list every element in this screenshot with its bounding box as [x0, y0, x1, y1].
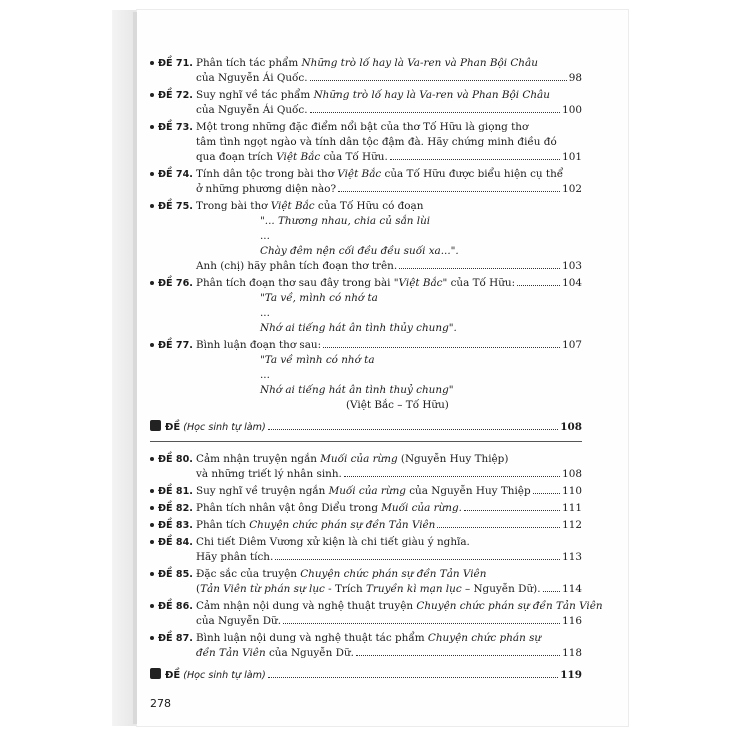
entry-text: [196, 631, 582, 646]
entry-last-line: [196, 182, 582, 197]
toc-entry-75: [150, 199, 582, 274]
text-run: - Trích: [324, 583, 366, 595]
bullet-icon: [150, 281, 154, 285]
entry-last-line: [196, 550, 582, 565]
entry-text: [196, 582, 541, 597]
text-run: Bình luận nội dung và nghệ thuật tác phẩm: [196, 632, 428, 644]
poem-excerpt: [196, 214, 582, 259]
text-run: của Nguyễn Dữ.: [265, 647, 354, 659]
bullet-icon: [150, 61, 154, 65]
entry-last-line: [196, 501, 582, 516]
entry-text: [196, 535, 582, 550]
text-run: Phân tích tác phẩm: [196, 57, 302, 69]
dot-leader: [344, 467, 560, 477]
entry-last-line: [196, 614, 582, 629]
bullet-icon: [150, 523, 154, 527]
entry-last-line: [196, 150, 582, 165]
dot-leader: [268, 420, 559, 430]
page-ref: 108: [560, 421, 582, 433]
entry-last-line: [196, 103, 582, 118]
poem-line: "... Thương nhau, chia củ sắn lùi: [260, 215, 431, 227]
page-ref: 113: [562, 551, 582, 563]
poem-line: Nhớ ai tiếng hát ân tình thuỷ chung": [260, 384, 454, 396]
text-run: Muối của rừng: [320, 453, 398, 465]
entry-last-line: [196, 259, 582, 274]
entry-number-text: ĐỀ 81.: [158, 486, 193, 497]
bullet-icon: [150, 540, 154, 544]
dot-leader: [356, 646, 560, 656]
text-run: qua đoạn trích: [196, 151, 277, 163]
toc-entry: [150, 167, 582, 197]
text-run: Việt Bắc: [276, 151, 321, 163]
entry-number: ĐỀ 75.: [150, 199, 196, 214]
dot-leader: [338, 182, 560, 192]
bullet-icon: [150, 489, 154, 493]
entry-last-line: [196, 484, 582, 499]
page-shadow: [112, 10, 137, 726]
bullet-icon: [150, 343, 154, 347]
entry-number-text: ĐỀ 84.: [158, 537, 193, 548]
section-self-study-2: [150, 667, 582, 683]
entry-text: [196, 135, 582, 150]
page-ref: 119: [560, 669, 582, 681]
section-label: ĐỀ: [165, 422, 181, 433]
page-ref: 111: [562, 502, 582, 514]
entry-number: [150, 567, 196, 582]
entry-number-text: ĐỀ 72.: [158, 90, 193, 101]
entry-text: [196, 550, 273, 565]
entry-number: [150, 501, 196, 516]
poem-ellipsis: ...: [260, 307, 270, 319]
page-ref: 104: [562, 277, 582, 289]
bullet-icon: [150, 572, 154, 576]
entry-number-text: ĐỀ 74.: [158, 169, 193, 180]
toc-group-a: [150, 56, 582, 197]
entry-text: [196, 518, 435, 533]
text-run: Những trò lố hay là Va-ren và Phan Bội Châu: [301, 57, 538, 69]
text-run: Suy nghĩ về tác phẩm: [196, 89, 314, 101]
dot-leader: [399, 259, 560, 269]
toc-entry: [150, 567, 582, 597]
text-run: Suy nghĩ về truyện ngắn: [196, 485, 329, 497]
poem-excerpt: [196, 353, 582, 398]
dot-leader: [323, 338, 560, 348]
page-ref: 118: [562, 647, 582, 659]
entry-number-text: ĐỀ 82.: [158, 503, 193, 514]
poem-line: Nhớ ai tiếng hát ân tình thủy chung".: [260, 322, 457, 334]
poem-citation: (Việt Bắc – Tố Hữu): [346, 399, 449, 411]
entry-number: [150, 88, 196, 103]
toc-entry: [150, 56, 582, 86]
entry-number: [150, 599, 196, 614]
entry-number: [150, 631, 196, 646]
entry-number-text: ĐỀ 86.: [158, 601, 193, 612]
dot-leader: [533, 484, 561, 494]
dot-leader: [517, 276, 560, 286]
text-run: Đặc sắc của truyện: [196, 568, 301, 580]
page-ref: 102: [562, 183, 582, 195]
bullet-icon: [150, 93, 154, 97]
bullet-icon: [150, 172, 154, 176]
entry-text: [196, 599, 603, 614]
entry-text: [196, 467, 342, 482]
text-run: của Tố Hữu:: [447, 277, 516, 289]
text-run: Chuyện chức phán sự: [427, 632, 542, 644]
dot-leader: [390, 150, 560, 160]
text-run: của Nguyễn Dữ.: [196, 615, 282, 627]
bullet-icon: [150, 636, 154, 640]
entry-text: ở những phương diện nào?: [196, 183, 337, 195]
text-run: Phân tích: [196, 519, 250, 531]
entry-text: [196, 567, 582, 582]
text-run: Cảm nhận truyện ngắn: [196, 453, 321, 465]
poem-line: "Ta về mình có nhớ ta: [260, 354, 375, 366]
entry-text: [196, 452, 582, 467]
text-run: của Tố Hữu.: [320, 151, 388, 163]
text-run: và những triết lý nhân sinh.: [196, 468, 342, 480]
entry-number-text: ĐỀ 73.: [158, 122, 193, 133]
text-run: Việt Bắc: [270, 200, 315, 212]
text-run: "Việt Bắc": [393, 277, 448, 289]
bullet-icon: [150, 125, 154, 129]
page-ref: 100: [562, 104, 582, 116]
poem-line: "Ta về, mình có nhớ ta: [260, 292, 378, 304]
toc-entry-76: [150, 276, 582, 336]
entry-last-line: [196, 646, 582, 661]
section-note: (Học sinh tự làm): [183, 422, 266, 433]
dot-leader: [275, 550, 560, 560]
toc-entry: [150, 120, 582, 165]
entry-text: [196, 276, 515, 291]
toc-entry: [150, 88, 582, 118]
text-run: Tính dân tộc trong bài thơ: [196, 168, 338, 180]
toc-entry: [150, 452, 582, 482]
text-run: Những trò lố hay là Va-ren và Phan Bội Châu: [313, 89, 550, 101]
entry-number-text: ĐỀ 80.: [158, 454, 193, 465]
text-run: Truyền kì mạn lục: [366, 583, 462, 595]
section-label: ĐỀ: [165, 670, 181, 681]
text-run: Muối của rừng: [328, 485, 406, 497]
entry-last-line: [196, 276, 582, 291]
entry-text: [196, 646, 354, 661]
text-run: Một trong những đặc điểm nổi bật của thơ Tố Hữu là giọng thơ: [196, 121, 529, 133]
text-run: tâm tình ngọt ngào và tính dân tộc đậm đà. Hãy chứng minh điều đó: [196, 136, 557, 148]
entry-number: [150, 167, 196, 182]
entry-text: [196, 150, 388, 165]
toc-entry: [150, 631, 582, 661]
entry-number: [150, 518, 196, 533]
entry-number: [150, 535, 196, 550]
table-of-contents: [150, 56, 603, 689]
entry-text: [196, 56, 582, 71]
entry-text: Anh (chị) hãy phân tích đoạn thơ trên.: [196, 260, 398, 272]
text-run: (Nguyễn Huy Thiệp): [397, 453, 509, 465]
entry-text: [196, 614, 281, 629]
divider: [150, 441, 582, 442]
entry-text: [196, 88, 582, 103]
page-ref: 114: [562, 583, 582, 595]
dot-leader: [464, 501, 560, 511]
entry-number: [150, 452, 196, 467]
poem-ellipsis: ...: [260, 230, 270, 242]
section-self-study-1: [150, 419, 582, 435]
text-run: Hãy phân tích.: [196, 551, 274, 563]
text-run: Phân tích đoạn thơ sau đây trong bài: [196, 277, 394, 289]
bullet-icon: [150, 204, 154, 208]
dot-leader: [283, 614, 560, 624]
entry-text: [196, 120, 582, 135]
text-run: của Tố Hữu được biểu hiện cụ thể: [381, 168, 564, 180]
entry-number-text: ĐỀ 85.: [158, 569, 193, 580]
entry-number-text: ĐỀ 71.: [158, 58, 193, 69]
text-run: Chuyện chức phán sự đền Tản Viên: [249, 519, 436, 531]
toc-entry: [150, 518, 582, 533]
dot-leader: [543, 582, 561, 592]
square-bullet-icon: [150, 668, 161, 679]
page-ref: 103: [562, 260, 582, 272]
text-run: (: [196, 583, 201, 595]
toc-entry: [150, 501, 582, 516]
entry-last-line: [196, 71, 582, 86]
text-run: của Tố Hữu có đoạn: [314, 200, 424, 212]
bullet-icon: [150, 506, 154, 510]
dot-leader: [310, 71, 567, 81]
text-run: Trong bài thơ: [196, 200, 271, 212]
poem-excerpt: [196, 291, 582, 336]
page-ref: 112: [562, 519, 582, 531]
poem-line: Chày đêm nện cối đều đều suối xa...".: [260, 245, 459, 257]
page-ref: 101: [562, 151, 582, 163]
entry-last-line: [196, 338, 582, 353]
page-ref: 110: [562, 485, 582, 497]
entry-text: Bình luận đoạn thơ sau:: [196, 339, 322, 351]
entry-number-text: ĐỀ 83.: [158, 520, 193, 531]
dot-leader: [310, 103, 561, 113]
square-bullet-icon: [150, 420, 161, 431]
text-run: Chuyện chức phán sự đền Tản Viên: [300, 568, 487, 580]
entry-number: ĐỀ 76.: [150, 276, 196, 291]
text-run: Phân tích nhân vật ông Diểu trong: [196, 502, 382, 514]
text-run: của Nguyễn Huy Thiệp: [405, 485, 531, 497]
text-run: Chuyện chức phán sự đền Tản Viên: [416, 600, 603, 612]
toc-group-b: [150, 452, 603, 661]
entry-last-line: [196, 582, 582, 597]
page-ref: 108: [562, 468, 582, 480]
entry-text: của Nguyễn Ái Quốc.: [196, 104, 308, 116]
entry-text: [196, 199, 582, 214]
bullet-icon: [150, 604, 154, 608]
entry-number: ĐỀ 77.: [150, 338, 196, 353]
dot-leader: [268, 668, 559, 678]
entry-text: [196, 167, 582, 182]
entry-text: [196, 484, 531, 499]
entry-number: [150, 484, 196, 499]
toc-entry: [150, 484, 582, 499]
toc-entry-77: [150, 338, 582, 413]
page-ref: 116: [562, 615, 582, 627]
text-run: Tản Viên từ phán sự lục: [200, 583, 325, 595]
text-run: Muối của rừng: [381, 502, 459, 514]
entry-number-text: ĐỀ 87.: [158, 633, 193, 644]
entry-text: của Nguyễn Ái Quốc.: [196, 72, 308, 84]
bullet-icon: [150, 457, 154, 461]
page-number: 278: [150, 697, 171, 710]
text-run: Chi tiết Diêm Vương xử kiện là chi tiết giàu ý nghĩa.: [196, 536, 470, 548]
toc-entry: [150, 599, 603, 629]
page-ref: 98: [568, 72, 582, 84]
text-run: Cảm nhận nội dung và nghệ thuật truyện: [196, 600, 417, 612]
text-run: .: [458, 502, 462, 514]
entry-text: [196, 501, 462, 516]
text-run: – Nguyễn Dữ).: [461, 583, 541, 595]
section-note: (Học sinh tự làm): [183, 670, 266, 681]
text-run: Việt Bắc: [337, 168, 382, 180]
entry-last-line: [196, 518, 582, 533]
dot-leader: [437, 518, 560, 528]
poem-ellipsis: ...: [260, 369, 270, 381]
toc-entry: [150, 535, 582, 565]
entry-last-line: [196, 467, 582, 482]
page-ref: 107: [562, 339, 582, 351]
entry-number: [150, 120, 196, 135]
entry-number: [150, 56, 196, 71]
text-run: đền Tản Viên: [196, 647, 266, 659]
